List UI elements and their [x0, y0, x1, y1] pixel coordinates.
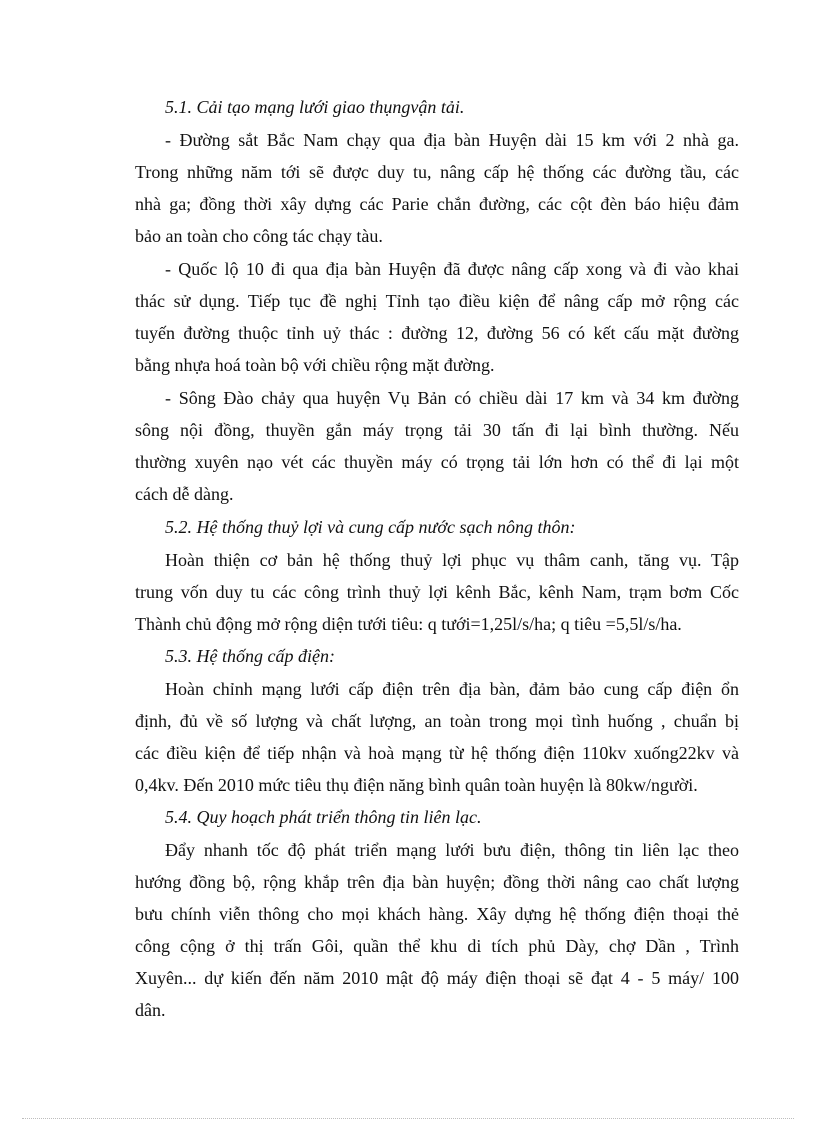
text-line: bảo an toàn cho công tác chạy tàu. — [135, 226, 383, 246]
text-line: - Quốc lộ 10 đi qua địa bàn Huyện đã được nâng cấp xong và đi vào khai — [165, 259, 739, 279]
text-line: hướng đồng bộ, rộng khắp trên địa bàn huyện; đồng thời nâng cao chất lượng — [135, 872, 739, 892]
text-line: Hoàn chỉnh mạng lưới cấp điện trên địa bàn, đảm bảo cung cấp điện ổn — [165, 679, 739, 699]
paragraph-railway — [135, 124, 739, 252]
text-line: trung vốn duy tu các công trình thuỷ lợi kênh Bắc, kênh Nam, trạm bơm Cốc — [135, 582, 739, 602]
text-line: các điều kiện để tiếp nhận và hoà mạng từ hệ thống điện 110kv xuống22kv và — [135, 743, 739, 763]
text-line: Thành chủ động mở rộng diện tưới tiêu: q tưới=1,25l/s/ha; q tiêu =5,5l/s/ha. — [135, 614, 682, 634]
paragraph-irrigation — [135, 544, 739, 640]
text-line: công cộng ở thị trấn Gôi, quần thể khu di tích phủ Dày, chợ Dần , Trình — [135, 936, 739, 956]
section-heading-5-4: 5.4. Quy hoạch phát triển thông tin liên lạc. — [165, 807, 482, 827]
text-line: cách dễ dàng. — [135, 484, 234, 504]
text-line: sông nội đồng, thuyền gắn máy trọng tải 30 tấn đi lại bình thường. Nếu — [135, 420, 739, 440]
text-line: thường xuyên nạo vét các thuyền máy có trọng tải lớn hơn có thể đi lại một — [135, 452, 739, 472]
text-line: bằng nhựa hoá toàn bộ với chiều rộng mặt đường. — [135, 355, 495, 375]
section-heading-5-2: 5.2. Hệ thống thuỷ lợi và cung cấp nước sạch nông thôn: — [165, 517, 576, 537]
text-line: bưu chính viễn thông cho mọi khách hàng. Xây dựng hệ thống điện thoại thẻ — [135, 904, 739, 924]
text-line: tuyến đường thuộc tỉnh uỷ thác : đường 12, đường 56 có kết cấu mặt đường — [135, 323, 739, 343]
text-line: Trong những năm tới sẽ được duy tu, nâng cấp hệ thống các đường tầu, các — [135, 162, 739, 182]
text-line: dân. — [135, 1000, 166, 1020]
text-line: Xuyên... dự kiến đến năm 2010 mật độ máy điện thoại sẽ đạt 4 - 5 máy/ 100 — [135, 968, 739, 988]
section-heading-5-1: 5.1. Cải tạo mạng lưới giao thụngvận tải. — [165, 97, 465, 117]
text-line: Đẩy nhanh tốc độ phát triển mạng lưới bưu điện, thông tin liên lạc theo — [165, 840, 739, 860]
text-line: nhà ga; đồng thời xây dựng các Parie chắn đường, các cột đèn báo hiệu đảm — [135, 194, 739, 214]
paragraph-telecommunications — [135, 834, 739, 1026]
text-line: 0,4kv. Đến 2010 mức tiêu thụ điện năng bình quân toàn huyện là 80kw/người. — [135, 775, 698, 795]
text-line: - Sông Đào chảy qua huyện Vụ Bản có chiều dài 17 km và 34 km đường — [165, 388, 739, 408]
paragraph-highway — [135, 253, 739, 381]
page-bottom-divider — [22, 1118, 794, 1119]
text-line: định, đủ về số lượng và chất lượng, an toàn trong mọi tình huống , chuẩn bị — [135, 711, 739, 731]
paragraph-power-supply — [135, 673, 739, 801]
section-heading-5-3: 5.3. Hệ thống cấp điện: — [165, 646, 335, 666]
text-line: - Đường sắt Bắc Nam chạy qua địa bàn Huyện dài 15 km với 2 nhà ga. — [165, 130, 739, 150]
paragraph-waterway — [135, 382, 739, 510]
text-line: Hoàn thiện cơ bản hệ thống thuỷ lợi phục vụ thâm canh, tăng vụ. Tập — [165, 550, 739, 570]
text-line: thác sử dụng. Tiếp tục đề nghị Tỉnh tạo điều kiện để nâng cấp mở rộng các — [135, 291, 739, 311]
